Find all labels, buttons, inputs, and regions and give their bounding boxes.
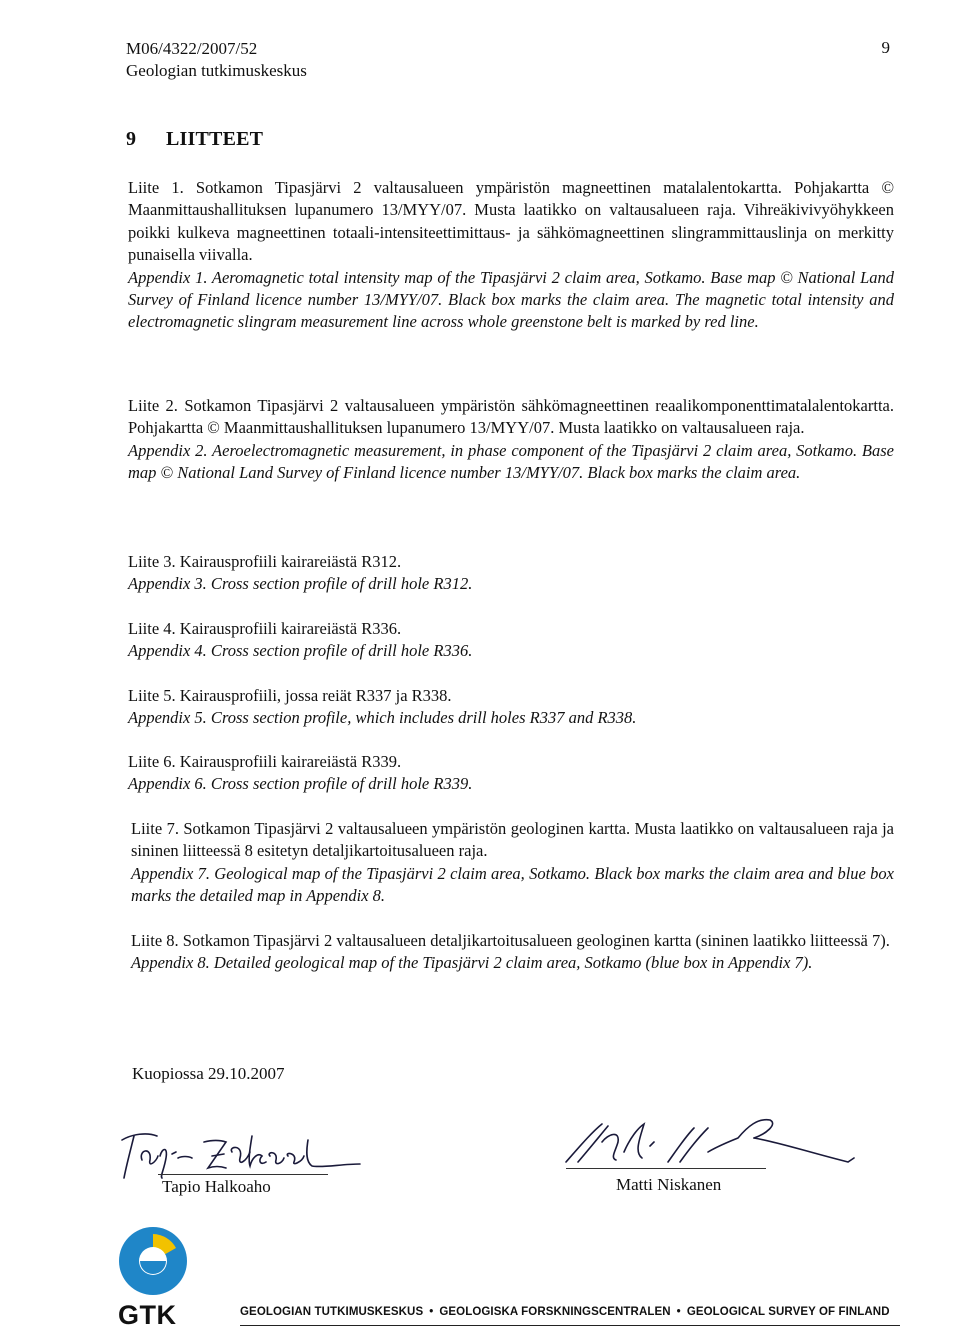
signer-name-2: Matti Niskanen xyxy=(616,1175,722,1194)
appendix-fi-text: Liite 1. Sotkamon Tipasjärvi 2 valtausalueen ympäristön magneettinen matalalentokartta. Pohjakartta © Maanmittaushallituksen lupanumero 13/MYY/07. Musta laatikko on valtausalueen raja. Vihreäkivivyöhykkeen poikki kulkeva magneettinen totaali-intensiteettimittaus- ja sähkömagneettinen slingrammittauslinja on merkitty punaisella viivalla. xyxy=(128,178,894,265)
page-number: 9 xyxy=(881,38,890,57)
appendix-4 xyxy=(128,618,894,663)
signer-name-1: Tapio Halkoaho xyxy=(162,1177,271,1196)
organization-name: Geologian tutkimuskeskus xyxy=(126,61,307,80)
gtk-logo-text: GTK xyxy=(118,1300,177,1330)
appendix-en-text: Appendix 6. Cross section profile of drill hole R339. xyxy=(128,774,473,794)
appendix-fi-text: Liite 3. Kairausprofiili kairareiästä R312. xyxy=(128,552,402,571)
appendix-fi-text: Liite 5. Kairausprofiili, jossa reiät R337 ja R338. xyxy=(128,686,452,705)
appendix-6 xyxy=(128,751,894,796)
appendix-8 xyxy=(131,930,894,975)
footer-rule xyxy=(240,1325,900,1326)
appendix-en-text: Appendix 4. Cross section profile of drill hole R336. xyxy=(128,641,473,661)
section-heading xyxy=(126,128,263,151)
signature-matti-niskanen xyxy=(558,1112,858,1174)
gtk-logo-icon xyxy=(118,1226,188,1296)
appendix-2 xyxy=(128,395,894,485)
appendix-en-text: Appendix 7. Geological map of the Tipasjärvi 2 claim area, Sotkamo. Black box marks the claim area and blue box marks the detailed map in Appendix 8. xyxy=(131,863,894,906)
appendix-3 xyxy=(128,551,894,596)
agency-fi: GEOLOGIAN TUTKIMUSKESKUS xyxy=(240,1306,424,1318)
appendix-en-text: Appendix 3. Cross section profile of drill hole R312. xyxy=(128,574,473,594)
appendix-fi-text: Liite 7. Sotkamon Tipasjärvi 2 valtausalueen ympäristön geologinen kartta. Musta laatikko on valtausalueen raja ja sininen liitteessä 8 esitetyn detaljikartoitusalueen raja. xyxy=(131,819,894,861)
separator-dot-2: • xyxy=(676,1306,681,1318)
appendix-fi-text: Liite 8. Sotkamon Tipasjärvi 2 valtausalueen detaljikartoitusalueen geologinen kartta (sininen laatikko liitteessä 7). xyxy=(131,931,890,950)
appendix-1 xyxy=(128,177,894,334)
appendix-en-text: Appendix 2. Aeroelectromagnetic measurement, in phase component of the Tipasjärvi 2 claim area, Sotkamo. Base map © National Land Survey of Finland licence number 13/MYY/07. Black box marks the claim area. xyxy=(128,440,894,483)
signature-line-1 xyxy=(158,1174,328,1175)
agency-en: GEOLOGICAL SURVEY OF FINLAND xyxy=(686,1306,890,1318)
appendix-fi-text: Liite 4. Kairausprofiili kairareiästä R336. xyxy=(128,619,402,638)
section-title: LIITTEET xyxy=(166,128,264,150)
agency-sv: GEOLOGISKA FORSKNINGSCENTRALEN xyxy=(439,1306,671,1318)
appendix-7 xyxy=(131,818,894,908)
appendix-5 xyxy=(128,685,894,730)
appendix-fi-text: Liite 6. Kairausprofiili kairareiästä R339. xyxy=(128,752,402,771)
document-id: M06/4322/2007/52 xyxy=(126,39,258,58)
signature-tapio-halkoaho xyxy=(112,1112,372,1187)
section-number: 9 xyxy=(126,128,137,150)
signature-line-2 xyxy=(566,1168,766,1169)
appendix-fi-text: Liite 2. Sotkamon Tipasjärvi 2 valtausalueen ympäristön sähkömagneettinen reaalikomponenttimatalalentokartta. Pohjakartta © Maanmittaushallituksen lupanumero 13/MYY/07. Musta laatikko on valtausalueen raja. xyxy=(128,396,894,438)
footer-agencies xyxy=(240,1306,900,1318)
appendix-en-text: Appendix 5. Cross section profile, which includes drill holes R337 and R338. xyxy=(128,708,637,728)
place-date: Kuopiossa 29.10.2007 xyxy=(132,1064,285,1083)
appendix-en-text: Appendix 8. Detailed geological map of the Tipasjärvi 2 claim area, Sotkamo (blue box in Appendix 7). xyxy=(131,953,813,973)
appendix-en-text: Appendix 1. Aeromagnetic total intensity map of the Tipasjärvi 2 claim area, Sotkamo. Base map © National Land Survey of Finland licence number 13/MYY/07. Black box marks the claim area. The magnetic total intensity and electromagnetic slingram measurement line across whole greenstone belt is marked by red line. xyxy=(128,267,894,332)
separator-dot-1: • xyxy=(429,1306,434,1318)
